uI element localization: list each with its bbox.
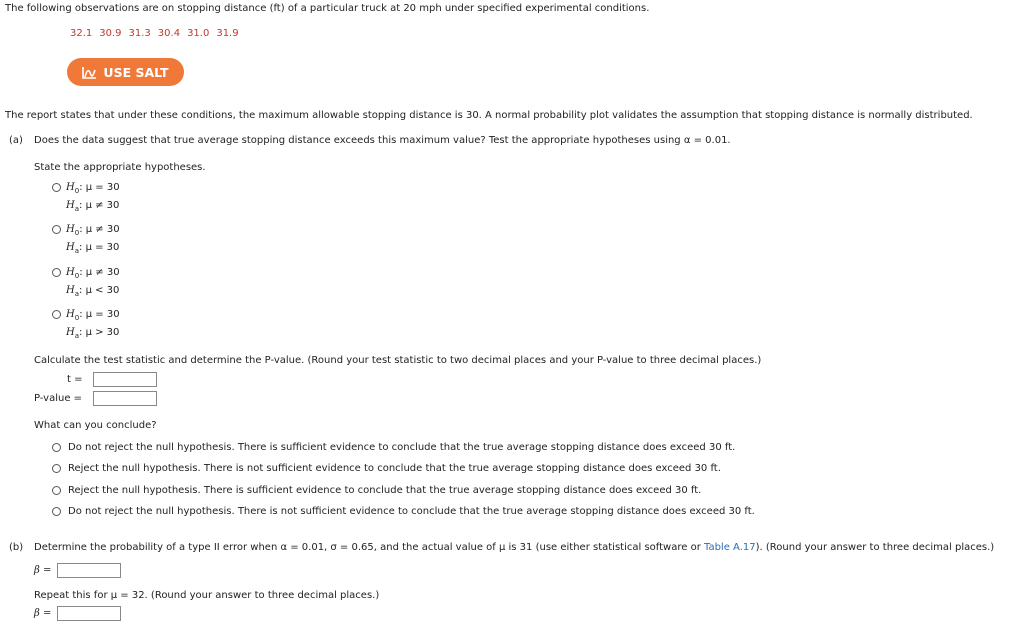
radio-button[interactable]: [52, 183, 61, 192]
beta-input[interactable]: [57, 563, 121, 578]
h0-statement: : μ = 30: [79, 182, 120, 193]
conclusion-text: Reject the null hypothesis. There is sufficient evidence to conclude that the true average stopping distance does exceed 30 ft.: [68, 485, 702, 496]
observation-value: 30.9: [99, 28, 122, 39]
h0-statement: : μ = 30: [79, 309, 120, 320]
ha-statement: : μ ≠ 30: [79, 200, 120, 211]
part-b-question-post: ). (Round your answer to three decimal places.): [755, 542, 995, 553]
t-statistic-input[interactable]: [93, 372, 157, 387]
salt-chart-icon: [82, 66, 97, 79]
radio-button[interactable]: [52, 268, 61, 277]
part-b-label: (b): [9, 542, 24, 553]
beta2-label: β =: [34, 608, 52, 619]
report-text: The report states that under these conditions, the maximum allowable stopping distance is 30. A normal probability plot validates the assumption that stopping distance is normally distributed.: [5, 110, 973, 121]
part-a-question: Does the data suggest that true average stopping distance exceeds this maximum value? Test the appropriate hypotheses using α = 0.01.: [34, 135, 731, 146]
radio-button[interactable]: [52, 443, 61, 452]
use-salt-label: USE SALT: [103, 64, 169, 80]
calc-prompt: Calculate the test statistic and determine the P-value. (Round your test statistic to two decimal places and your P-value to three decimal places.): [34, 355, 762, 366]
radio-button[interactable]: [52, 310, 61, 319]
beta-label: β =: [34, 565, 52, 576]
p-value-input[interactable]: [93, 391, 157, 406]
part-a-label: (a): [9, 135, 23, 146]
radio-button[interactable]: [52, 486, 61, 495]
p-value-label: P-value =: [34, 393, 83, 404]
ha-statement: : μ < 30: [79, 285, 120, 296]
observation-value: 30.4: [157, 28, 181, 39]
state-hypotheses-prompt: State the appropriate hypotheses.: [34, 162, 206, 173]
intro-text: The following observations are on stopping distance (ft) of a particular truck at 20 mph under specified experimental conditions.: [5, 3, 650, 14]
observation-value: 32.1: [70, 28, 93, 39]
observation-value: 31.3: [128, 28, 151, 39]
conclusion-text: Do not reject the null hypothesis. There is sufficient evidence to conclude that the true average stopping distance does exceed 30 ft.: [68, 442, 736, 453]
use-salt-button[interactable]: [67, 58, 184, 86]
conclude-prompt: What can you conclude?: [34, 420, 157, 431]
h0-statement: : μ ≠ 30: [79, 267, 120, 278]
part-b-question: [34, 542, 994, 553]
repeat-prompt: Repeat this for μ = 32. (Round your answer to three decimal places.): [34, 590, 380, 601]
radio-button[interactable]: [52, 225, 61, 234]
h0-statement: : μ ≠ 30: [79, 224, 120, 235]
radio-button[interactable]: [52, 464, 61, 473]
radio-button[interactable]: [52, 507, 61, 516]
observation-value: 31.9: [216, 28, 239, 39]
table-a17-link[interactable]: Table A.17: [704, 542, 756, 553]
conclusion-text: Reject the null hypothesis. There is not sufficient evidence to conclude that the true average stopping distance does exceed 30 ft.: [68, 463, 721, 474]
t-label: t =: [67, 374, 83, 385]
ha-statement: : μ > 30: [79, 327, 120, 338]
ha-statement: : μ = 30: [79, 242, 120, 253]
conclusion-text: Do not reject the null hypothesis. There is not sufficient evidence to conclude that the true average stopping distance does exceed 30 ft.: [68, 506, 755, 517]
observation-value: 31.0: [187, 28, 210, 39]
part-b-question-pre: Determine the probability of a type II error when α = 0.01, σ = 0.65, and the actual value of μ is 31 (use either statistical software or: [34, 542, 701, 553]
beta2-input[interactable]: [57, 606, 121, 621]
observations-row: [70, 28, 246, 39]
